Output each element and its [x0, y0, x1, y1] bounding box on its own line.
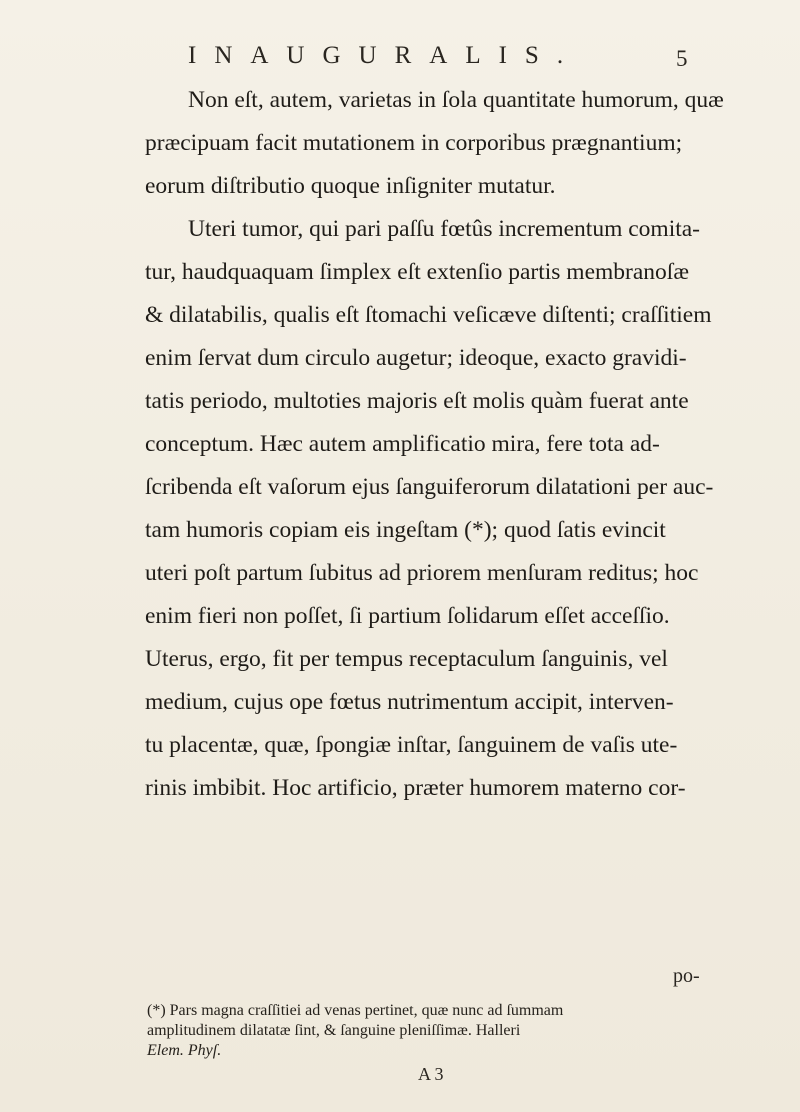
text-line: Non eſt, autem, varietas in ſola quantitate humorum, quæ — [188, 87, 724, 113]
text-line: Uteri tumor, qui pari paſſu fœtûs incrementum comita- — [188, 216, 701, 242]
footnote-line: (*) Pars magna craſſitiei ad venas pertinet, quæ nunc ad ſummam — [147, 1002, 564, 1019]
text-line: eorum diſtributio quoque inſigniter mutatur. — [145, 173, 556, 199]
text-line: enim ſervat dum circulo augetur; ideoque, exacto gravidi- — [145, 345, 687, 371]
footnote-line: Elem. Phyſ. — [147, 1042, 222, 1059]
text-line: enim fieri non poſſet, ſi partium ſolidarum eſſet acceſſio. — [145, 603, 670, 629]
text-line: tur, haudquaquam ſimplex eſt extenſio partis membranoſæ — [145, 259, 689, 285]
text-line: præcipuam facit mutationem in corporibus prægnantium; — [145, 130, 683, 156]
text-line: uteri poſt partum ſubitus ad priorem menſuram reditus; hoc — [145, 560, 699, 586]
text-line: ſcribenda eſt vaſorum ejus ſanguiferorum dilatationi per auc- — [145, 474, 714, 500]
running-head: INAUGURALIS. — [188, 42, 582, 69]
text-line: & dilatabilis, qualis eſt ſtomachi veſicæve diſtenti; craſſitiem — [145, 302, 712, 328]
text-line: rinis imbibit. Hoc artificio, præter humorem materno cor- — [145, 775, 686, 801]
catchword: po- — [673, 965, 700, 987]
text-line: tam humoris copiam eis ingeſtam (*); quod ſatis evincit — [145, 517, 666, 543]
page-number: 5 — [676, 46, 688, 71]
text-line: Uterus, ergo, fit per tempus receptaculum ſanguinis, vel — [145, 646, 668, 672]
text-line: tatis periodo, multoties majoris eſt molis quàm fuerat ante — [145, 388, 689, 414]
footnote-line: amplitudinem dilatatæ ſint, & ſanguine pleniſſimæ. Halleri — [147, 1022, 521, 1039]
text-line: medium, cujus ope fœtus nutrimentum accipit, interven- — [145, 689, 674, 715]
text-line: tu placentæ, quæ, ſpongiæ inſtar, ſanguinem de vaſis ute- — [145, 732, 678, 758]
signature-mark: A 3 — [418, 1064, 444, 1084]
text-line: conceptum. Hæc autem amplificatio mira, fere tota ad- — [145, 431, 660, 457]
